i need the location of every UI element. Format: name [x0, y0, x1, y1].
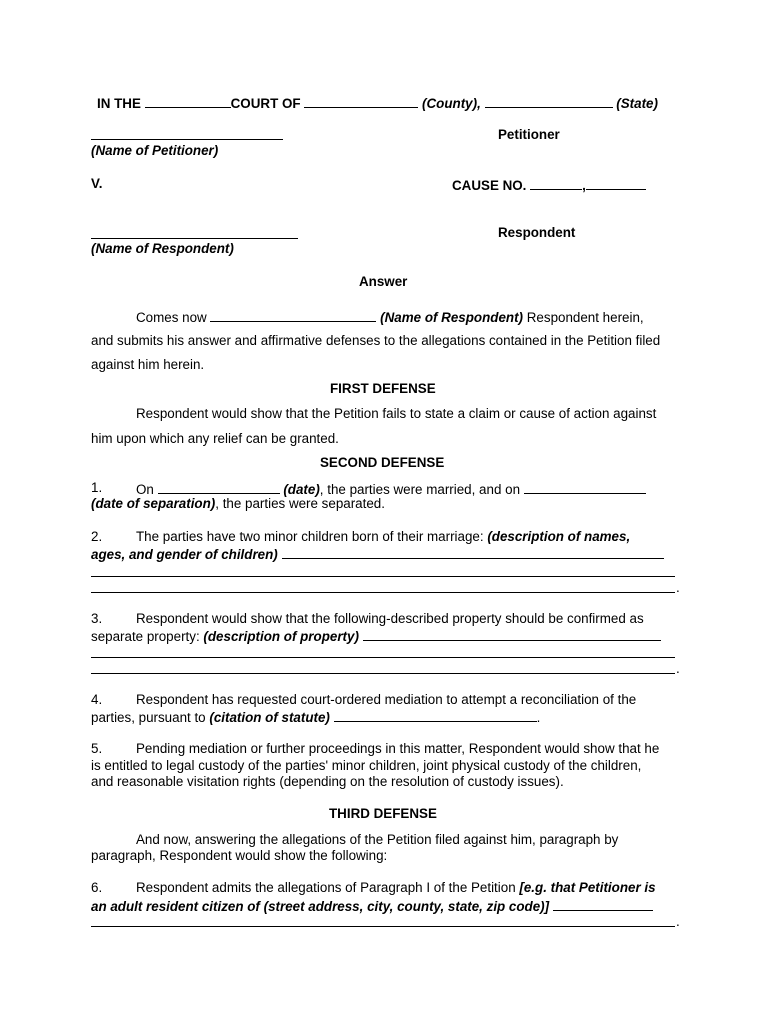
- paragraph-4-line-2: [91, 708, 540, 726]
- cause-no-blank-1[interactable]: [530, 176, 582, 190]
- comes-now-text: Comes now: [136, 310, 207, 325]
- property-description-blank-2[interactable]: [91, 657, 675, 658]
- paragraph-5-number: 5.: [91, 741, 103, 756]
- p6-blank-2[interactable]: [91, 926, 675, 927]
- intro-respondent-name-label: (Name of Respondent): [380, 310, 524, 325]
- children-description-label: (description of names,: [487, 529, 631, 544]
- p6-blank-1[interactable]: [553, 897, 653, 911]
- intro-line-3: against him herein.: [91, 357, 205, 372]
- paragraph-3-number: 3.: [91, 611, 103, 626]
- third-defense-line-2: paragraph, Respondent would show the following:: [91, 848, 388, 863]
- second-defense-heading: SECOND DEFENSE: [320, 455, 445, 470]
- marriage-date-blank[interactable]: [158, 480, 280, 494]
- court-of-label: COURT OF: [230, 96, 301, 111]
- court-blank[interactable]: [145, 94, 231, 108]
- first-defense-line-1: Respondent would show that the Petition fails to state a claim or cause of action against: [136, 406, 657, 421]
- respondent-herein-text: Respondent herein,: [526, 310, 644, 325]
- versus-label: V.: [91, 176, 103, 191]
- paragraph-2-line-1: [136, 529, 630, 545]
- property-description-blank-3[interactable]: [91, 673, 675, 674]
- county-blank[interactable]: [304, 94, 418, 108]
- property-description-blank-1[interactable]: [363, 627, 661, 641]
- p3-period: .: [676, 661, 680, 676]
- example-label-1: [e.g. that Petitioner is: [519, 880, 656, 895]
- paragraph-4-line-1: Respondent has requested court-ordered mediation to attempt a reconciliation of the: [136, 692, 637, 707]
- cause-separator: ,: [582, 178, 586, 193]
- p1-end-text: , the parties were separated.: [215, 496, 385, 511]
- citation-blank[interactable]: [334, 708, 537, 722]
- cause-no-label: CAUSE NO.: [452, 178, 527, 193]
- p2-text: The parties have two minor children born of their marriage:: [136, 529, 484, 544]
- respondent-name-blank[interactable]: [91, 238, 298, 239]
- date-label: (date): [283, 482, 320, 497]
- third-defense-heading: THIRD DEFENSE: [329, 806, 437, 821]
- p6-period: .: [676, 914, 680, 929]
- first-defense-line-2: him upon which any relief can be granted.: [91, 431, 339, 446]
- example-label-2: an adult resident citizen of (street address, city, county, state, zip code)]: [91, 899, 550, 914]
- children-description-blank-3[interactable]: [91, 592, 675, 593]
- first-defense-heading: FIRST DEFENSE: [330, 381, 436, 396]
- p4-text-2: parties, pursuant to: [91, 710, 206, 725]
- respondent-intro-blank[interactable]: [210, 308, 376, 322]
- paragraph-5-line-1: Pending mediation or further proceedings in this matter, Respondent would show that he: [136, 741, 660, 756]
- third-defense-line-1: And now, answering the allegations of the Petition filed against him, paragraph by: [136, 832, 619, 847]
- date-of-separation-label: (date of separation): [91, 496, 216, 511]
- paragraph-5-line-3: and reasonable visitation rights (depending on the resolution of custody issues).: [91, 774, 564, 789]
- court-caption-line: [97, 94, 658, 112]
- p2-period: .: [676, 580, 680, 595]
- intro-line-2: and submits his answer and affirmative defenses to the allegations contained in the Petition filed: [91, 333, 661, 348]
- paragraph-6-line-1: [136, 880, 656, 896]
- state-label: (State): [616, 96, 658, 111]
- paragraph-3-line-1: Respondent would show that the following-described property should be confirmed as: [136, 611, 644, 626]
- property-description-label: (description of property): [203, 629, 359, 644]
- petitioner-label: Petitioner: [498, 127, 560, 142]
- children-description-blank-1[interactable]: [282, 545, 664, 559]
- children-description-blank-2[interactable]: [91, 576, 675, 577]
- paragraph-2-line-2: [91, 545, 664, 563]
- p4-period: .: [536, 710, 541, 725]
- intro-line-1: [136, 308, 644, 326]
- state-blank[interactable]: [485, 94, 613, 108]
- document-title: Answer: [359, 274, 408, 289]
- p1-mid-text: , the parties were married, and on: [319, 482, 521, 497]
- petitioner-name-blank[interactable]: [91, 139, 283, 140]
- cause-number-line: [452, 176, 646, 194]
- name-of-petitioner-label: (Name of Petitioner): [91, 143, 219, 158]
- separation-date-blank[interactable]: [524, 480, 646, 494]
- name-of-respondent-label: (Name of Respondent): [91, 241, 234, 256]
- children-description-label-2: ages, and gender of children): [91, 547, 278, 562]
- paragraph-4-number: 4.: [91, 692, 103, 707]
- paragraph-5-line-2: is entitled to legal custody of the parties' minor children, joint physical custody of the children,: [91, 758, 642, 773]
- cause-no-blank-2[interactable]: [586, 176, 646, 190]
- p3-text-2: separate property:: [91, 629, 200, 644]
- paragraph-1-number: 1.: [91, 480, 103, 495]
- p6-text: Respondent admits the allegations of Paragraph I of the Petition: [136, 880, 516, 895]
- respondent-label: Respondent: [498, 225, 576, 240]
- in-the-label: IN THE: [97, 96, 141, 111]
- county-label: (County),: [422, 96, 481, 111]
- p1-on-text: On: [136, 482, 154, 497]
- paragraph-2-number: 2.: [91, 529, 103, 544]
- paragraph-3-line-2: [91, 627, 661, 645]
- paragraph-1-line-2: [91, 496, 385, 512]
- citation-label: (citation of statute): [209, 710, 330, 725]
- paragraph-6-line-2: [91, 897, 653, 915]
- paragraph-6-number: 6.: [91, 880, 103, 895]
